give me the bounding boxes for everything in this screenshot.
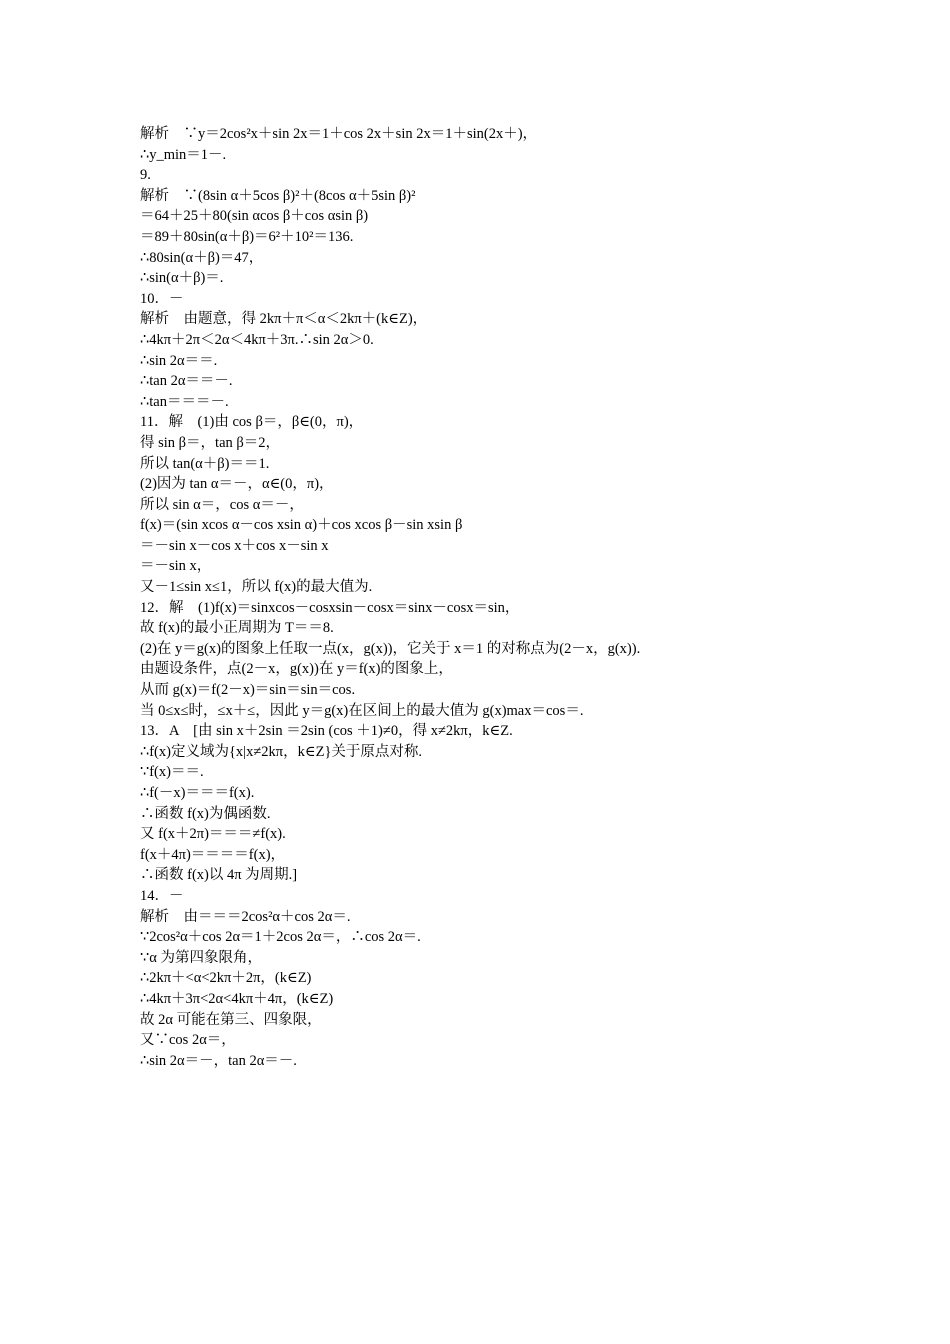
text-line: 12．解 (1)f(x)＝sinxcos－cosxsin－cosx＝sinx－cosx＝sin， — [140, 599, 520, 616]
text-line: ∴tan 2α＝＝－. — [140, 373, 233, 390]
text-line: 解析 由题意，得 2kπ＋π＜α＜2kπ＋(k∈Z)， — [140, 311, 428, 328]
text-line: 13．A [由 sin x＋2sin ＝2sin (cos ＋1)≠0，得 x≠2kπ，k∈Z. — [140, 723, 513, 740]
text-line: 解析 由＝＝＝2cos²α＋cos 2α＝. — [140, 908, 351, 925]
text-line: 所以 sin α＝，cos α＝－， — [140, 496, 304, 513]
text-line: ∵f(x)＝＝. — [140, 764, 204, 781]
text-line: 从而 g(x)＝f(2－x)＝sin＝sin＝cos. — [140, 682, 356, 699]
text-line: ∴函数 f(x)以 4π 为周期.] — [140, 867, 298, 884]
text-line: ∴tan＝＝＝－. — [140, 393, 229, 410]
text-line: ∴sin(α＋β)＝. — [140, 270, 224, 287]
text-line: 由题设条件，点(2－x，g(x))在 y＝f(x)的图象上， — [140, 661, 453, 678]
text-line: f(x)＝(sin xcos α－cos xsin α)＋cos xcos β－sin xsin β — [140, 517, 463, 534]
text-line: ∴f(－x)＝＝＝f(x). — [140, 785, 255, 801]
text-line: 故 2α 可能在第三、四象限， — [140, 1011, 322, 1028]
text-line: ∴sin 2α＝＝. — [140, 352, 218, 369]
text-line: 11．解 (1)由 cos β＝，β∈(0，π)， — [140, 414, 364, 431]
text-line: ∴80sin(α＋β)＝47， — [140, 249, 264, 266]
text-line: ∴sin 2α＝－，tan 2α＝－. — [140, 1052, 297, 1069]
text-line: ∴y_min＝1－. — [140, 146, 227, 163]
text-line: 又∵cos 2α＝， — [140, 1032, 236, 1049]
text-line: (2)在 y＝g(x)的图象上任取一点(x，g(x))，它关于 x＝1 的对称点为(2－x，g(x)). — [140, 640, 641, 657]
text-line: 得 sin β＝，tan β＝2， — [140, 434, 281, 451]
text-line: (2)因为 tan α＝－，α∈(0，π)， — [140, 476, 334, 493]
text-line: 解析 ∵(8sin α＋5cos β)²＋(8cos α＋5sin β)² — [140, 187, 416, 204]
text-line: ∴f(x)定义域为{x|x≠2kπ，k∈Z}关于原点对称. — [140, 743, 423, 760]
text-line: 所以 tan(α＋β)＝＝1. — [140, 455, 270, 472]
text-line: ∴函数 f(x)为偶函数. — [140, 805, 271, 822]
text-line: 又 f(x＋2π)＝＝＝≠f(x). — [140, 826, 286, 843]
solution-text — [140, 124, 840, 1071]
text-line: 故 f(x)的最小正周期为 T＝＝8. — [140, 620, 334, 637]
text-line: ＝64＋25＋80(sin αcos β＋cos αsin β) — [140, 208, 369, 225]
text-line: 又－1≤sin x≤1，所以 f(x)的最大值为. — [140, 579, 373, 596]
text-line: ＝－sin x－cos x＋cos x－sin x — [140, 537, 329, 554]
text-line: ∴2kπ＋<α<2kπ＋2π，(k∈Z) — [140, 970, 312, 987]
text-line: ＝－sin x， — [140, 558, 212, 575]
text-line: 10．－ — [140, 290, 184, 307]
text-line: ∵2cos²α＋cos 2α＝1＋2cos 2α＝，∴cos 2α＝. — [140, 929, 421, 946]
text-line: 当 0≤x≤时，≤x＋≤，因此 y＝g(x)在区间上的最大值为 g(x)max＝cos＝. — [140, 702, 584, 719]
text-line: 解析 ∵y＝2cos²x＋sin 2x＝1＋cos 2x＋sin 2x＝1＋sin(2x＋)， — [140, 126, 538, 142]
text-line: 9. — [140, 167, 151, 184]
text-line: ∵α 为第四象限角， — [140, 949, 262, 966]
text-line: ＝89＋80sin(α＋β)＝6²＋10²＝136. — [140, 228, 354, 245]
text-line: ∴4kπ＋3π<2α<4kπ＋4π，(k∈Z) — [140, 990, 334, 1007]
text-line: ∴4kπ＋2π＜2α＜4kπ＋3π.∴sin 2α＞0. — [140, 331, 374, 348]
text-line: f(x＋4π)＝＝＝＝f(x)， — [140, 846, 286, 863]
text-line: 14．－ — [140, 887, 184, 904]
